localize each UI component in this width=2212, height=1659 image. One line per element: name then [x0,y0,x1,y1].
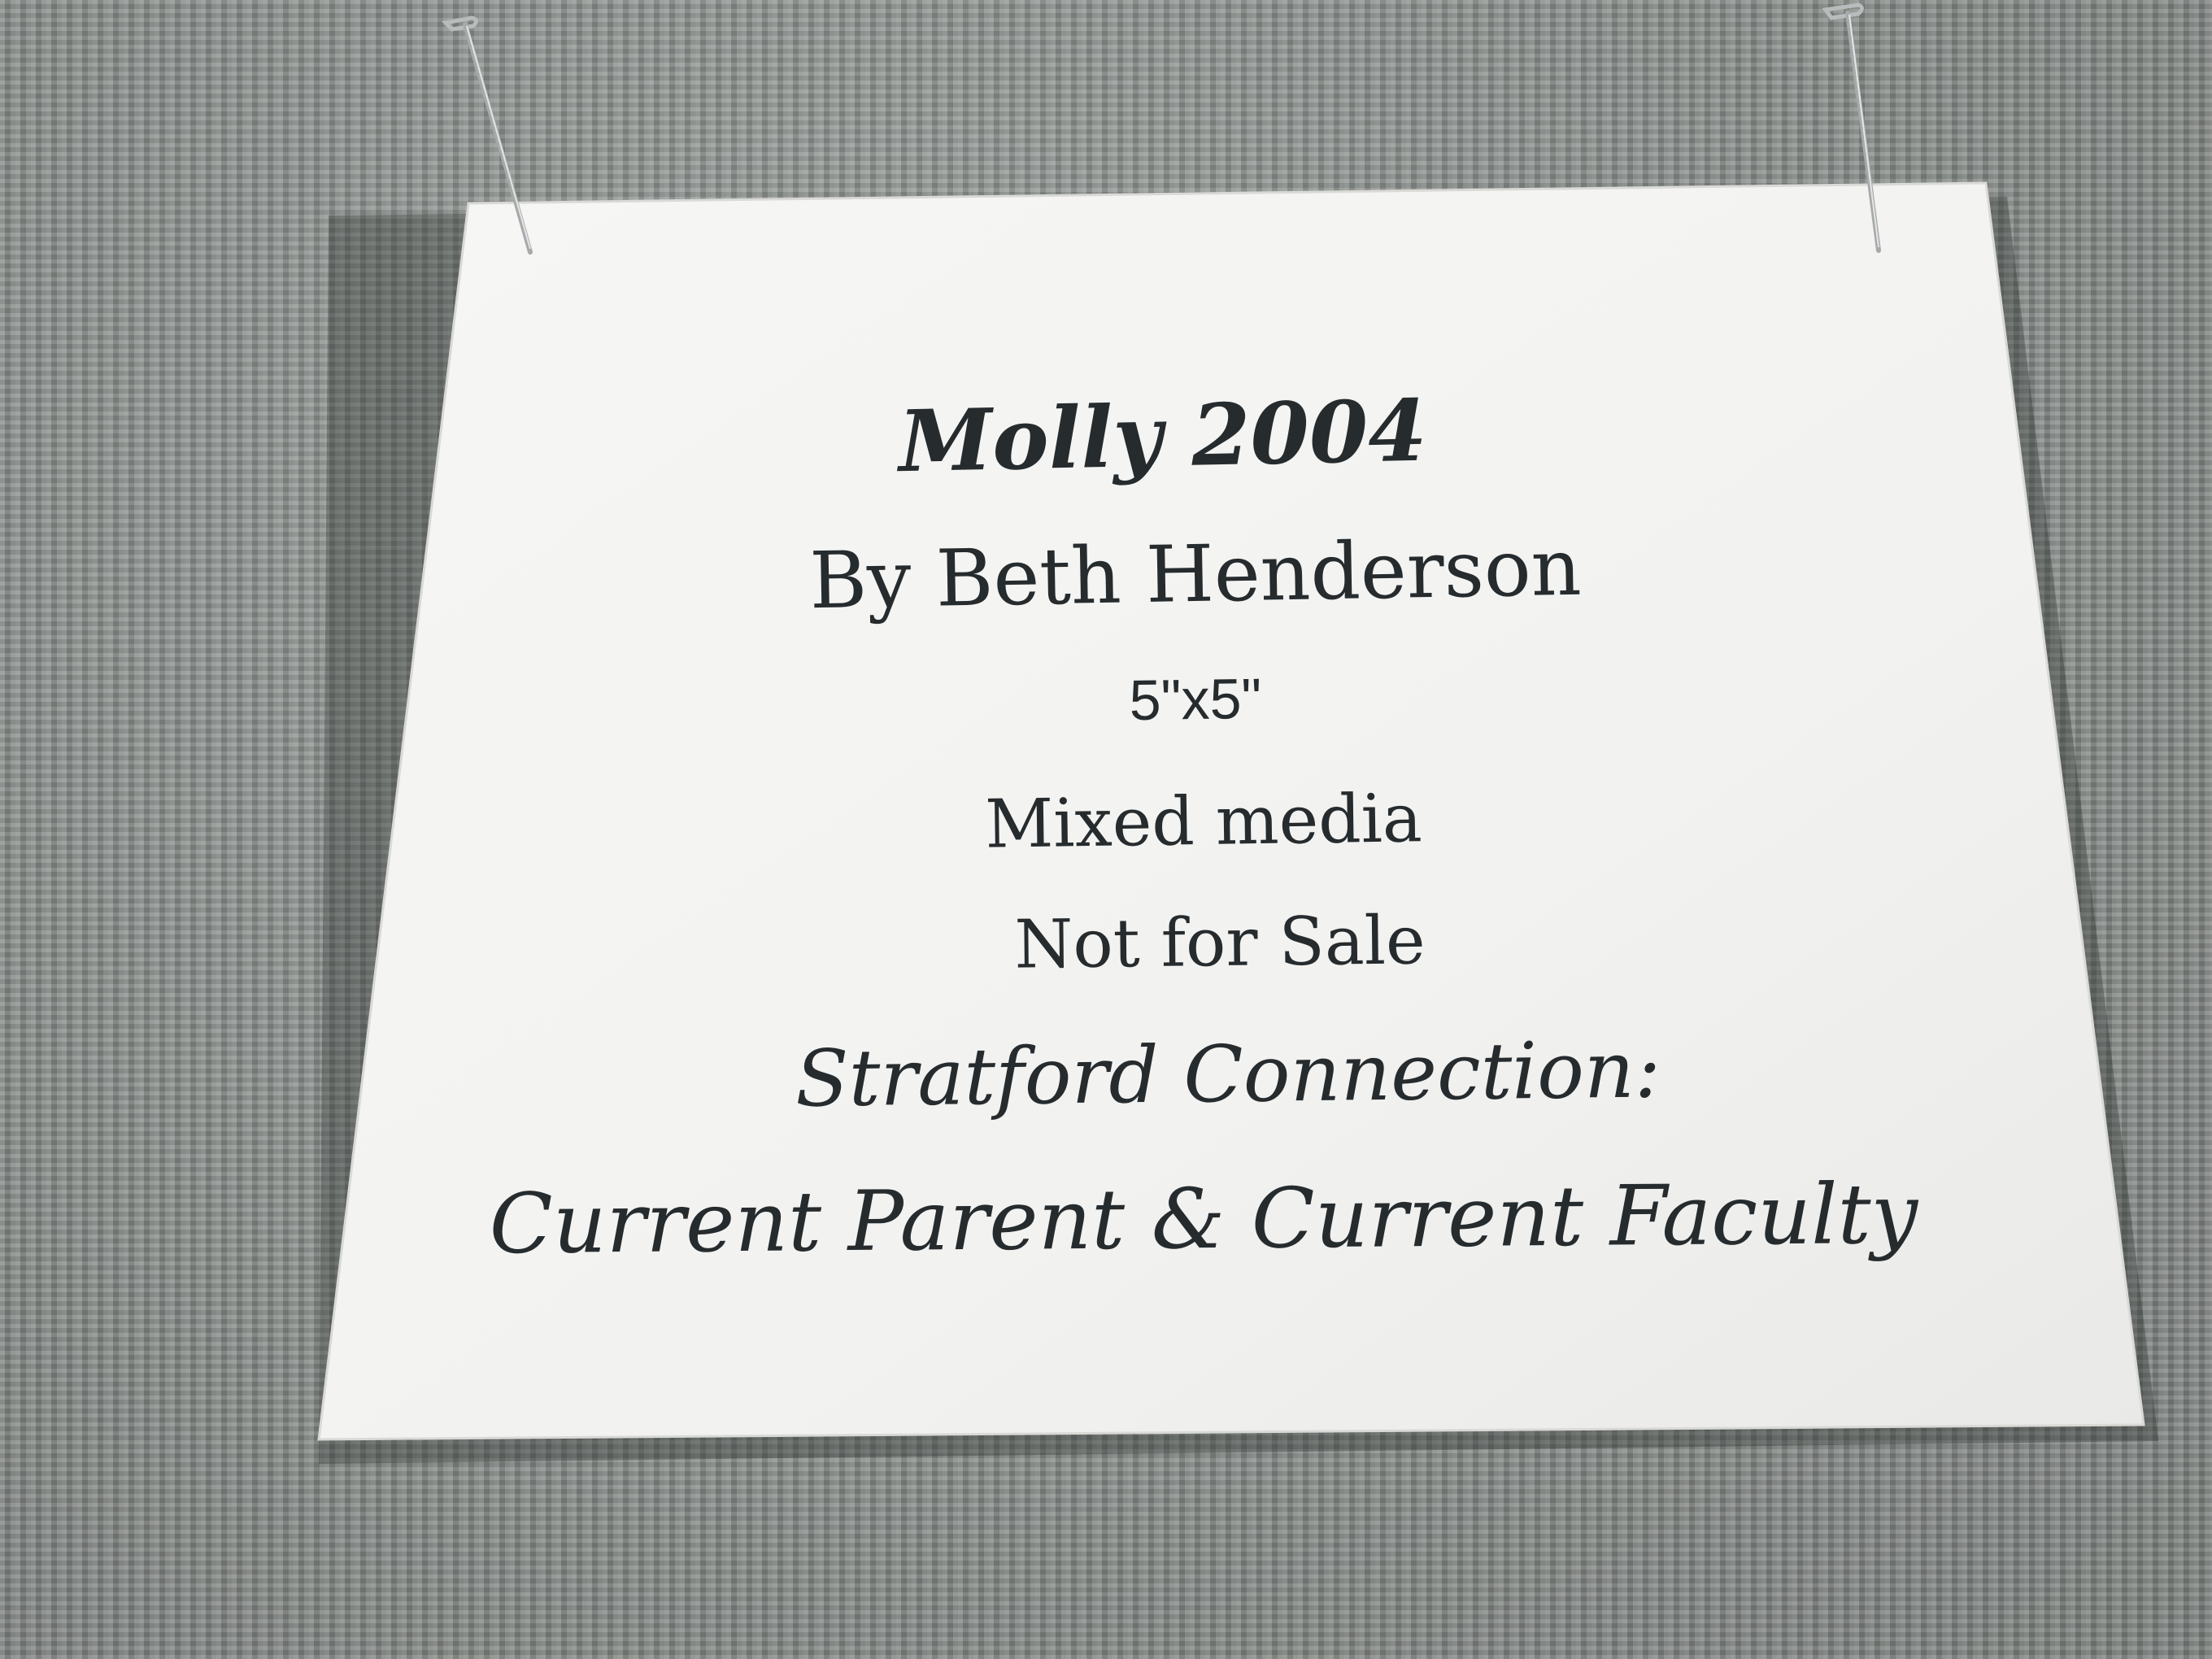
connection-label: Stratford Connection: [795,1024,1661,1125]
artist-name: By Beth Henderson [808,521,1583,627]
connection-roles: Current Parent & Current Faculty [489,1165,1918,1274]
sale-status: Not for Sale [1014,902,1426,984]
artwork-size: 5"x5" [1129,666,1262,733]
artwork-medium: Mixed media [984,780,1423,864]
artwork-title: Molly 2004 [897,380,1428,492]
